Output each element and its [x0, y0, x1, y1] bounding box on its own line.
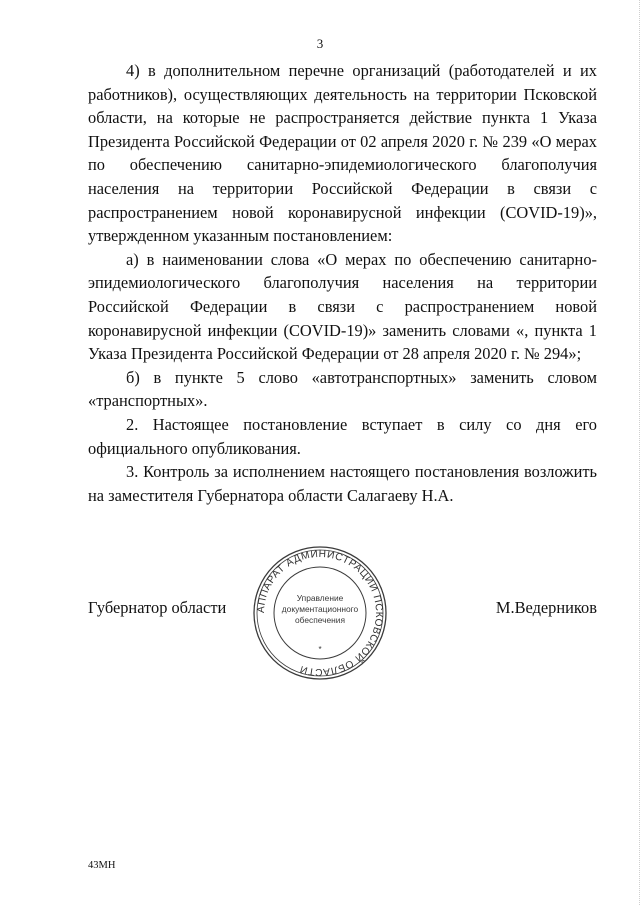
paragraph-item-3: 3. Контроль за исполнением настоящего постановления возложить на заместителя Губернатора области Салагаеву Н.А. — [88, 462, 597, 505]
page-number: 3 — [316, 36, 324, 51]
paragraph-subitem-a: а) в наименовании слова «О мерах по обеспечению санитарно-эпидемиологического благополучия населения на территории Российской Федерации в связи с распространением новой коронавирусной инфекции (COVID-19)» заменить словами «, пункта 1 Указа Президента Российской Федерации от 28 апреля 2020 г. № 294»; — [88, 249, 597, 364]
official-stamp — [252, 545, 388, 681]
signatory-name: М.Ведерников — [495, 598, 597, 617]
stamp-center-text — [276, 593, 364, 626]
footer-code: 43МН — [88, 860, 116, 871]
document-body — [88, 59, 597, 507]
signatory-position: Губернатор области — [88, 598, 227, 617]
stamp-center-line: Управление — [296, 593, 344, 603]
stamp-ring-text: АППАРАТ АДМИНИСТРАЦИИ ПСКОВСКОЙ ОБЛАСТИ — [255, 548, 385, 678]
stamp-star: * — [318, 645, 322, 654]
paragraph-subitem-b: б) в пункте 5 слово «автотранспортных» заменить словом «транспортных». — [88, 367, 597, 411]
stamp-center-line: документационного — [281, 604, 359, 614]
paragraph-amendment-4: 4) в дополнительном перечне организаций (работодателей и их работников), осуществляющих деятельность на территории Псковской области, на которые не распространяется действие пункта 1 Указа Президента Российской Федерации от 02 апреля 2020 г. № 239 «О мерах по обеспечению санитарно-эпидемиологического благополучия населения на территории Российской Федерации в связи с распространением новой коронавирусной инфекции (COVID-19)», утвержденном указанным постановлением: — [88, 61, 597, 246]
stamp-center-line: обеспечения — [295, 615, 345, 625]
paragraph-item-2: 2. Настоящее постановление вступает в силу со дня его официального опубликования. — [88, 414, 597, 458]
